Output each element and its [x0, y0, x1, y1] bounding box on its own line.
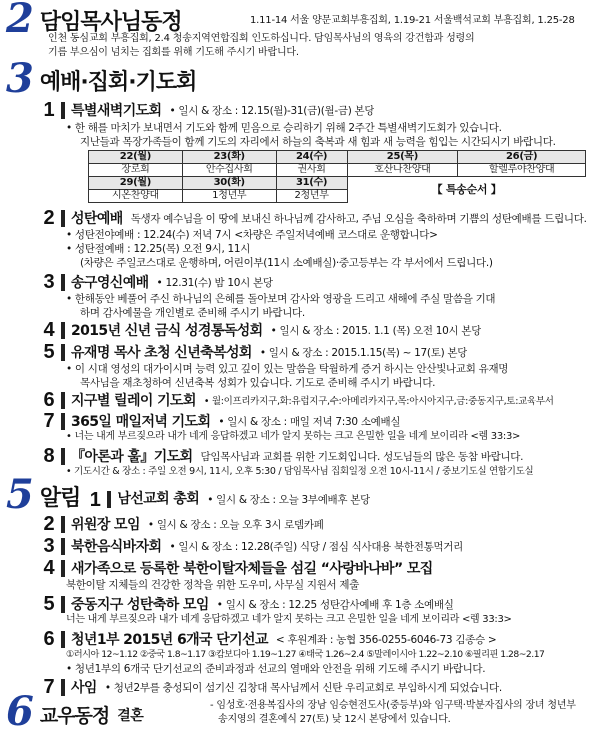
item-bullet: • 너는 내게 부르짖으라 내가 네게 응답하겠고 네가 알지 못하는 크고 은밀한 일을 네게 보이리라 <렘 33:3> — [66, 431, 521, 442]
item-bar — [61, 516, 65, 533]
table-header-cell: 22(월) — [89, 151, 183, 164]
item-desc: • 일시 & 장소 : 2015. 1.1 (목) 오전 10시 본당 — [270, 324, 482, 337]
notice-item-6 — [40, 629, 596, 649]
marriage-label: 결혼 — [117, 708, 144, 724]
item-title: 유재명 목사 초청 신년축복성회 — [71, 345, 252, 361]
item-bar — [61, 679, 65, 696]
item-bullet: 북한이탈 지체들의 건강한 정착을 위한 도우미, 사무실 지원서 제출 — [66, 579, 360, 591]
item-bullet: • 성탄전야예배 : 12.24(수) 저녁 7시 <차량은 주일저녁예배 코스대로 운행합니다> — [66, 229, 438, 241]
item-bar — [61, 344, 65, 361]
item-bar — [61, 322, 65, 339]
item-number: 2 — [43, 206, 55, 229]
worship-item-4 — [40, 320, 596, 340]
section-2-header — [6, 0, 182, 42]
item-number: 3 — [43, 534, 55, 557]
table-cell: 호산나찬양대 — [347, 164, 458, 177]
item-title: 남선교회 총회 — [117, 491, 200, 507]
item-desc: 독생자 예수님을 이 땅에 보내신 하나님께 감사하고, 주님 오심을 축하하며 기쁨의 성탄예배를 드립니다. — [130, 212, 587, 225]
table-header-cell: 26(금) — [458, 151, 586, 164]
item-bullet: • 한 해를 마치가 보내면서 기도와 함께 믿음으로 승리하기 위해 2주간 특별새벽기도회가 있습니다. — [66, 122, 502, 134]
item-bar — [61, 392, 65, 409]
table-header-cell: 25(목) — [347, 151, 458, 164]
worship-item-7 — [40, 411, 596, 431]
notice-item-4 — [40, 558, 596, 578]
item-number: 1 — [89, 489, 101, 511]
item-number: 6 — [43, 388, 55, 411]
table-cell: 할렐루야찬양대 — [458, 164, 586, 177]
item-number: 5 — [43, 340, 55, 363]
section-number: 6 — [6, 688, 34, 735]
item-number: 2 — [43, 512, 55, 535]
item-bullet: (차량은 주일코스대로 운행하며, 어린이부(11시 소예배실)·중고등부는 각 부서에서 드립니다.) — [80, 257, 493, 269]
item-bar — [61, 413, 65, 430]
item-bar — [61, 102, 65, 119]
table-cell: 권사회 — [276, 164, 347, 177]
item-title: 『아론과 훌』기도회 — [71, 449, 193, 465]
item-bar — [61, 274, 65, 291]
item-title: 위원장 모임 — [71, 517, 140, 533]
item-bar — [61, 596, 65, 613]
item-desc: • 12.31(수) 밤 10시 본당 — [156, 276, 273, 289]
item-bullet: ①러시아 12~1.12 ②중국 1.8~1.17 ③캄보디아 1.19~1.27 ④태국 1.26~2.4 ⑤말레이시아 1.22~2.10 ⑥필리핀 1.28~2.17 — [66, 649, 545, 660]
item-desc: • 일시 & 장소 : 12.15(월)-31(금)(월-금) 본당 — [169, 104, 375, 117]
item-number: 4 — [43, 556, 55, 579]
item-number: 5 — [43, 592, 55, 615]
worship-item-8 — [40, 446, 596, 466]
item-desc: • 월:이프리카지구,화:유럽지구,수:아메리카지구,목:아시아지구,금:중동지구,토:교육부서 — [203, 396, 554, 407]
table-header-cell: 30(화) — [182, 177, 276, 190]
special-hymn-table — [88, 150, 586, 203]
item-title: 새가족으로 등록한 북한이탈자체들을 섬길 “사랑바나바” 모집 — [71, 561, 433, 577]
item-desc: • 일시 & 장소 : 2015.1.15(목) ~ 17(토) 본당 — [259, 346, 468, 359]
item-bullet: • 이 시대 영성의 대가이시며 능력 있고 깊이 있는 말씀을 탁월하게 증거 하시는 안산빛나교회 유재명 — [66, 363, 509, 375]
item-bullet: 너는 내게 부르짖으라 내가 네게 응답하겠고 네가 알지 못하는 크고 은밀한 일을 네게 보이리라 <렘 33:3> — [66, 614, 512, 625]
table-cell: 2청년부 — [276, 190, 347, 203]
item-number: 4 — [43, 318, 55, 341]
item-title: 송구영신예배 — [71, 275, 149, 291]
item-title: 청년1부 2015년 6개국 단기선교 — [71, 632, 268, 648]
table-cell: 안수집사회 — [182, 164, 276, 177]
item-desc: • 일시 & 장소 : 12.28(주일) 식당 / 점심 식사대용 북한전통먹거리 — [169, 540, 463, 553]
section-2-line-2: 인천 동심교회 부흥집회, 2.4 청송지역연합집회 인도하십니다. 담임목사님의 영육의 강건함과 성령의 — [48, 33, 475, 44]
item-bullet: • 기도시간 & 장소 : 주일 오전 9시, 11시, 오후 5:30 / 담임목사님 집회일정 오전 10시-11시 / 중보기도실 연합기도실 — [66, 466, 534, 477]
worship-item-2 — [40, 208, 596, 228]
section-title: 예배·집회·기도회 — [39, 70, 197, 95]
item-title: 특별새벽기도회 — [71, 103, 162, 119]
item-bullet: 목사님을 재초청하여 신년축복 성회가 있습니다. 기도로 준비해 주시기 바랍니다. — [80, 377, 436, 389]
section-number: 5 — [6, 471, 34, 518]
section-number: 3 — [6, 55, 34, 102]
item-bullet: • 한해동안 베풀어 주신 하나님의 은혜를 돌아보며 감사와 영광을 드리고 새해에 주실 말씀을 기대 — [66, 293, 496, 305]
worship-item-1 — [40, 100, 596, 120]
item-desc: 담임목사님과 교회를 위한 기도회입니다. 성도님들의 많은 동참 바랍니다. — [200, 450, 524, 463]
item-bullet: • 청년1부의 6개국 단기선교의 준비과정과 선교의 열매와 안전을 위해 기도해 주시기 바랍니다. — [66, 663, 486, 675]
section-number: 2 — [6, 0, 34, 42]
notice-item-7 — [40, 677, 596, 697]
item-bullet: • 성탄절예배 : 12.25(목) 오전 9시, 11시 — [66, 243, 251, 255]
item-number: 7 — [43, 409, 55, 432]
item-desc: • 일시 & 장소 : 오늘 오후 3시 로뎀카페 — [147, 518, 324, 531]
item-number: 1 — [43, 98, 55, 121]
item-title: 365일 매일저녁 기도회 — [71, 414, 211, 430]
table-header-cell: 24(수) — [276, 151, 347, 164]
item-title: 중동지구 성탄축하 모임 — [71, 597, 209, 613]
item-number: 6 — [43, 627, 55, 650]
item-number: 3 — [43, 270, 55, 293]
table-cell: 장로회 — [89, 164, 183, 177]
item-bullet: 지난들과 목장가족들이 함께 기도의 자리에서 하늘의 축복과 새 힘과 새 능력을 힘입는 시간되시기 바랍니다. — [80, 136, 556, 148]
item-desc: • 청년2부를 충성되이 섬기신 김창대 목사님께서 신탄 우리교회로 부임하시게 되었습니다. — [104, 681, 502, 694]
table-header-cell: 31(수) — [276, 177, 347, 190]
item-number: 8 — [43, 444, 55, 467]
notice-item-3 — [40, 536, 596, 556]
table-cell: 시온찬양대 — [89, 190, 183, 203]
section-title: 담임목사님동정 — [39, 10, 182, 35]
notice-item-5 — [40, 594, 596, 614]
table-header-cell: 29(월) — [89, 177, 183, 190]
worship-item-5 — [40, 342, 596, 362]
item-bar — [61, 631, 65, 648]
item-desc: • 일시 & 장소 : 매일 저녁 7:30 소예배실 — [218, 415, 401, 428]
table-cell: 1청년부 — [182, 190, 276, 203]
item-bar — [61, 538, 65, 555]
item-title: 성탄예배 — [71, 211, 123, 227]
section-5-header — [6, 471, 370, 518]
section-title: 교우동정 — [39, 705, 110, 727]
item-bar — [61, 560, 65, 577]
item-bullet: 하며 감사예물을 개인별로 준비해 주시기 바랍니다. — [80, 307, 305, 319]
item-bar — [61, 448, 65, 465]
table-header-cell: 23(화) — [182, 151, 276, 164]
section-3-header — [6, 55, 197, 102]
item-title: 2015년 신년 금식 성경통독성회 — [71, 323, 263, 339]
section-2-line-3: 기름 부으심이 넘치는 집회를 위해 기도해 주시기 바랍니다. — [48, 47, 299, 58]
section-2-line-1: 1.11-14 서울 양문교회부흥집회, 1.19-21 서울백석교회 부흥집회, 1.25-28 — [250, 15, 575, 26]
item-desc: • 일시 & 장소 : 12.25 성탄감사예배 후 1층 소예배실 — [216, 598, 454, 611]
notice-item-2 — [40, 514, 596, 534]
section-6-line-2: 송지영의 결혼예식 27(토) 낮 12시 본당에서 있습니다. — [218, 714, 451, 725]
special-hymn-label: 【 특송순서 】 — [431, 182, 502, 196]
worship-item-6 — [40, 390, 596, 410]
item-bar — [107, 491, 111, 508]
item-bar — [61, 210, 65, 227]
item-desc: < 후원계좌 : 농협 356-0255-6046-73 김종승 > — [275, 633, 497, 646]
item-title: 사임 — [71, 680, 97, 696]
section-6-line-1: - 임성호·전용복집사의 장남 임승현전도사(중등부)와 임구택·박분자집사의 장녀 청년부 — [210, 700, 576, 711]
item-number: 7 — [43, 675, 55, 698]
item-desc: • 일시 & 장소 : 오늘 3부예배후 본당 — [207, 494, 370, 506]
section-title: 알림 — [39, 486, 81, 511]
worship-item-3 — [40, 272, 596, 292]
item-title: 북한음식바자회 — [71, 539, 162, 555]
item-title: 지구별 릴레이 기도회 — [71, 393, 196, 409]
